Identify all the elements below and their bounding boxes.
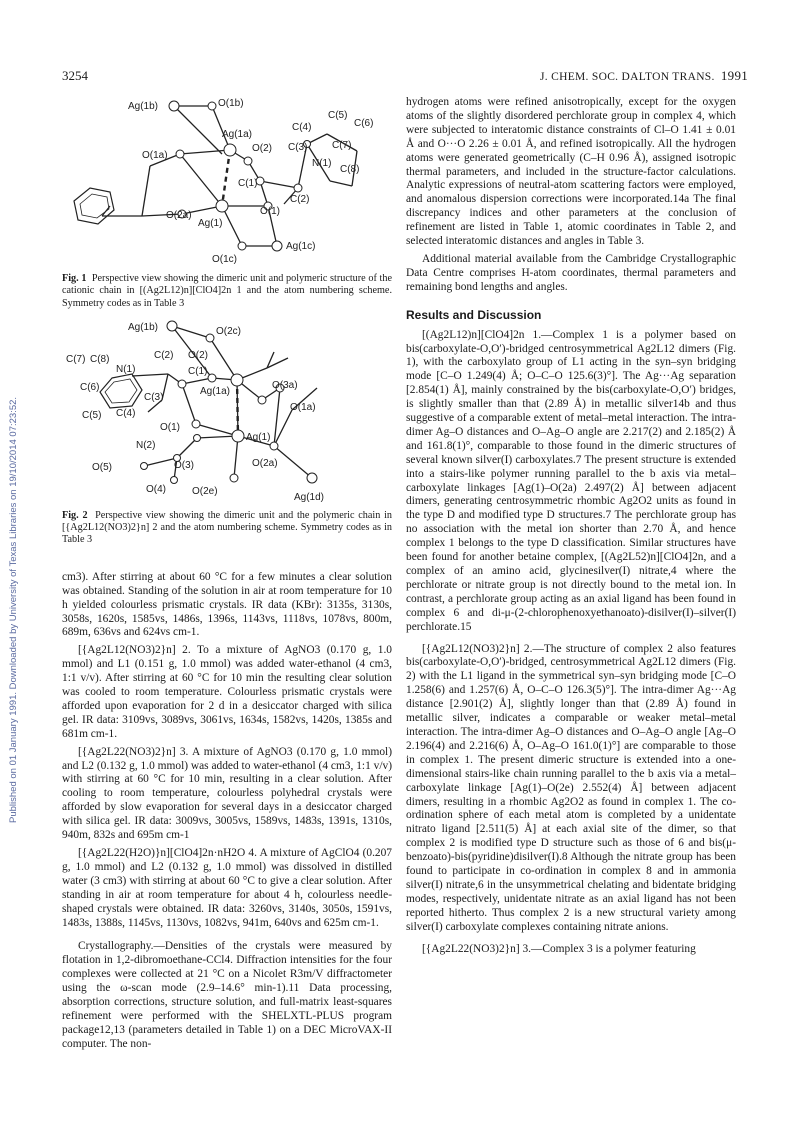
download-watermark: Published on 01 January 1991. Downloaded by University of Texas Libraries on 19/10/2014 07:23:52. (8, 396, 19, 824)
journal-name: J. CHEM. SOC. DALTON TRANS. (540, 71, 715, 83)
fig2-atom-label: C(3) (144, 391, 164, 403)
figure-1 (62, 96, 392, 310)
fig1-atom-label: O(1a) (142, 150, 168, 161)
body-paragraph: Additional material available from the Cambridge Crystallographic Data Centre comprises H-atom coordinates, thermal parameters and remaining bond lengths and angles. (406, 252, 736, 293)
body-paragraph: [{Ag2L22(NO3)2}n] 3.—Complex 3 is a polymer featuring (422, 942, 696, 955)
figure-2-caption-label: Fig. 2 (62, 509, 88, 521)
fig1-atom-label: Ag(1a) (222, 129, 253, 140)
fig2-atom-label: O(2a) (252, 457, 278, 469)
fig1-atom-label: O(2) (252, 143, 272, 154)
running-head (540, 68, 748, 84)
figure-1-structure-drawing (62, 96, 392, 271)
fig2-atom-label: O(1) (160, 421, 180, 433)
body-paragraph: [{Ag2L12(NO3)2}n] 2. To a mixture of AgNO3 (0.170 g, 1.0 mmol) and L1 (0.151 g, 1.0 mmol) was added water-ethanol (4 cm3, 1:1 v/v). After stirring at 60 °C for 10 min the resulting clear solution was cooled to room temperature. Colourless prismatic crystals were afforded upon evaporation for 2 d in a desiccator charged with silica gel. IR data: 3109vs, 3089vs, 3061vs, 1634s, 1582vs, 1420s, 1385s and 681m cm-1. (62, 644, 392, 740)
fig1-atom-label: O(2a) (166, 210, 192, 221)
fig2-atom-label: Ag(1a) (200, 385, 231, 397)
fig2-atom-label: O(5) (92, 461, 112, 473)
figure-1-caption-label: Fig. 1 (62, 273, 87, 284)
body-paragraph: [{Ag2L22(H2O)}n][ClO4]2n·nH2O 4. A mixture of AgClO4 (0.207 g, 1.0 mmol) and L2 (0.132 g, 1.0 mmol) was dissolved in distilled water (3 cm3) with stirring at about 60 °C to give a clear solution. After standing in air at room temperature for about 4 h, colourless needle-shaped crystals were obtained. IR data: 3260vs, 3140s, 3050s, 1591vs, 1483s, 1388s, 1145vs, 1130vs, 1082vs, 941m, 640vs and 625m cm-1. (62, 847, 392, 929)
fig1-atom-label: C(6) (354, 118, 374, 129)
fig2-atom-label: C(7) (66, 353, 86, 365)
body-paragraph: [{Ag2L12(NO3)2}n] 2.—The structure of complex 2 also features bis(carboxylate-O,O′)-bridged, centrosymmetrical Ag2L12 dimers (Fig. 2) with the L1 ligand in the symmetrical syn–syn bridging mode [C–O 1.258(6) and 1.257(6) Å, O–C–O 126.3(5)°]. The intra-dimer Ag···Ag distance [2.901(2) Å], slightly longer than that (2.89 Å) found in metallic silver, indicates a comparable or weaker metal–metal interaction. The intra-dimer Ag–O distances and O–Ag–O angle [Ag–O 2.196(4) and 2.216(6) Å, O–Ag–O 161.0(1)°] are comparable to those in complex 1. The present dimeric structure is extended into a one-dimensional stairs-like chain running parallel to the b axis via a metal–carboxylate linkage [Ag(1)–O(2e) 2.552(4) Å] between adjacent dimers, resulting in a rhombic Ag2O2 as found in complex 1. The co-ordination sphere of each metal atom is completed by a unidentate nitrato ligand [2.511(5) Å] at each axial site of the dimer, so that complex 2 is modified type D structure such as those of 6 and bis(μ-benzoato)-bis(pyridine)disilver(I).8 Although the nitrate group has been found to participate in co-ordination in complex 8 and in ammonia silver(I) nitrate,6 in the unsymmetrical chelating and bidentate bridging modes, respectively, unidentate nitrate as an axial ligand has not been reported hitherto. Thus complex 2 is a new structural variety among silver(I) carboxylate complexes containing nitrate anions. (406, 642, 736, 933)
figure-2-caption (62, 510, 392, 547)
fig1-atom-label: O(1c) (212, 254, 237, 265)
fig2-atom-label: C(6) (80, 381, 100, 393)
fig2-atom-label: C(8) (90, 353, 110, 365)
fig1-atom-label: Ag(1b) (128, 101, 159, 112)
fig2-atom-label: O(2c) (216, 325, 241, 337)
fig2-atom-label: O(3) (174, 459, 194, 471)
fig2-atom-label: C(2) (154, 349, 174, 361)
fig1-atom-label: C(3) (288, 142, 308, 153)
figure-2 (62, 318, 392, 547)
fig2-atom-label: Ag(1b) (128, 321, 159, 333)
fig2-atom-label: C(4) (116, 407, 136, 419)
fig1-atom-label: C(8) (340, 164, 360, 175)
fig1-atom-label: C(2) (290, 194, 310, 205)
fig1-atom-label: C(4) (292, 122, 312, 133)
body-paragraph: Crystallography.—Densities of the crystals were measured by flotation in 1,2-dibromoethane-CCl4. Diffraction intensities for the four complexes were collected at 21 °C on a Nicolet R3m/V diffractometer using the ω-scan mode (2.9–14.6° min-1).11 Data processing, absorption corrections, structure solution, and full-matrix least-squares refinement were performed with the SHELXTL-PLUS program package12,13 (parameters detailed in Table 1) on a DEC MicroVAX-II computer. The non- (62, 940, 392, 1050)
fig2-atom-label: O(1a) (290, 401, 316, 413)
fig2-atom-label: N(2) (136, 439, 156, 451)
body-paragraph: [{Ag2L22(NO3)2}n] 3. A mixture of AgNO3 (0.170 g, 1.0 mmol) and L2 (0.132 g, 1.0 mmol) was added to water-ethanol (4 cm3, 1:1 v/v) with stirring at 60 °C for 10 min, resulting in a clear solution. After cooling to room temperature, colourless polyhedral crystals were afforded by slow evaporation for several days in a desiccator charged with silica gel. IR data: 3009vs, 3005vs, 1589vs, 1483s, 1391s, 1310s, 940m, 832s and 695m cm-1 (62, 745, 392, 842)
fig2-atom-label: O(3a) (272, 379, 298, 391)
journal-year: 1991 (720, 68, 749, 83)
body-paragraph: [(Ag2L12)n][ClO4]2n 1.—Complex 1 is a polymer based on bis(carboxylate-O,O′)-bridged centrosymmetrical Ag2L12 dimers (Fig. 1), with the carboxylato group of L1 acting in the syn–syn bridging mode [C–O 1.249(4) Å; O–C–O 125.6(3)°]. The Ag···Ag separation [2.854(1) Å], mainly constrained by the bis(carboxylate-O,O′) bridges, is slightly smaller than that (2.89 Å) in metallic silver14b and thus suggestive of a comparable extent of metal–metal interaction. The intra-dimer Ag–O distances and O–Ag–O angle are 2.217(2) and 2.185(2) Å and 161.8(1)°, comparable to those found in the dimeric structures of several known silver(I) carboxylates.7 The present structure is extended into a stairs-like polymer running parallel to the b axis via metal–carboxylate linkages [Ag(1)–O(2a) 2.497(2) Å] between adjacent dimers, generating centrosymmetric rhombic Ag2O2 units as found in the type D and modified type D structures.7 The perchlorate group has no association with the metal ion shorter than 2.70 Å, and hence complex 1 belongs to the type D classification. Similar structures have been found for another betaine complex, [(Ag2L52)n][ClO4]2n, and a complex of an amino acid, glycinesilver(I) nitrate,4 where the perchlorate or nitrate group is not directly bound to the metal ion. In contrast, a perchlorate group acting as an axial ligand has been found in complex 6 and di-μ-(2-chlorophenoxyethanoato)-disilver(I)–silver(I) perchlorate.15 (406, 328, 736, 633)
figure-1-caption-text: Perspective view showing the dimeric unit and polymeric structure of the cationic chain in [(Ag2L12)n][ClO4]2n 1 and the atom numbering scheme. Symmetry codes as in Table 3 (62, 273, 392, 309)
section-heading: Results and Discussion (406, 307, 542, 322)
figure-2-caption-text: Perspective view showing the dimeric unit and the polymeric chain in [{Ag2L12(NO3)2}n] 2 and the atom numbering scheme. Symmetry codes as in Table 3 (62, 509, 393, 546)
right-column (406, 96, 736, 960)
left-column (62, 96, 392, 1056)
fig2-atom-label: N(1) (116, 363, 136, 375)
fig1-atom-label: C(1) (238, 178, 258, 189)
page-number: 3254 (62, 68, 88, 83)
fig2-atom-label: C(5) (82, 409, 102, 421)
fig2-atom-label: Ag(1d) (294, 491, 325, 503)
figure-2-structure-drawing (62, 318, 392, 508)
body-paragraph: cm3). After stirring at about 60 °C for a few minutes a clear solution was obtained. Standing of the solution in air at room temperature for 10 h yielded colourless prismatic crystals. IR data (KBr): 3135s, 3130s, 3058s, 1620s, 1585vs, 1486s, 1396s, 1143vs, 1118vs, 1078vs, 800m, 689m, 636vs and 624vs cm-1. (62, 570, 392, 639)
fig1-atom-label: O(1) (260, 206, 280, 217)
fig2-atom-label: C(1) (188, 365, 208, 377)
fig2-atom-label: O(4) (146, 483, 166, 495)
fig2-atom-label: O(2e) (192, 485, 218, 497)
fig2-atom-label: Ag(1) (246, 431, 271, 443)
fig1-atom-label: C(5) (328, 110, 348, 121)
fig1-atom-label: Ag(1c) (286, 241, 316, 252)
fig1-atom-label: O(1b) (218, 98, 244, 109)
fig2-atom-label: O(2) (188, 349, 208, 361)
fig1-atom-label: N(1) (312, 158, 332, 169)
fig1-atom-label: Ag(1) (198, 218, 223, 229)
figure-1-caption (62, 273, 392, 310)
fig1-atom-label: C(7) (332, 140, 352, 151)
body-paragraph: hydrogen atoms were refined anisotropically, except for the oxygen atoms of the slightly disordered perchlorate group in complex 4, which were subjected to interatomic distance constraints of Cl–O 1.41 ± 0.01 Å and O···O 2.26 ± 0.01 Å, and refined isotropically. All the hydrogen atoms were generated geometrically (C–H 0.96 Å), assigned isotropic thermal parameters, and included in the structure-factor calculations. Analytic expressions of neutral-atom scattering factors were employed, and anomalous dispersion corrections were incorporated.14a The final discrepancy indices and other parameters at the conclusion of refinement are listed in Table 1, atomic coordinates in Table 2, and selected interatomic distances and angles in Table 3. (406, 96, 736, 248)
